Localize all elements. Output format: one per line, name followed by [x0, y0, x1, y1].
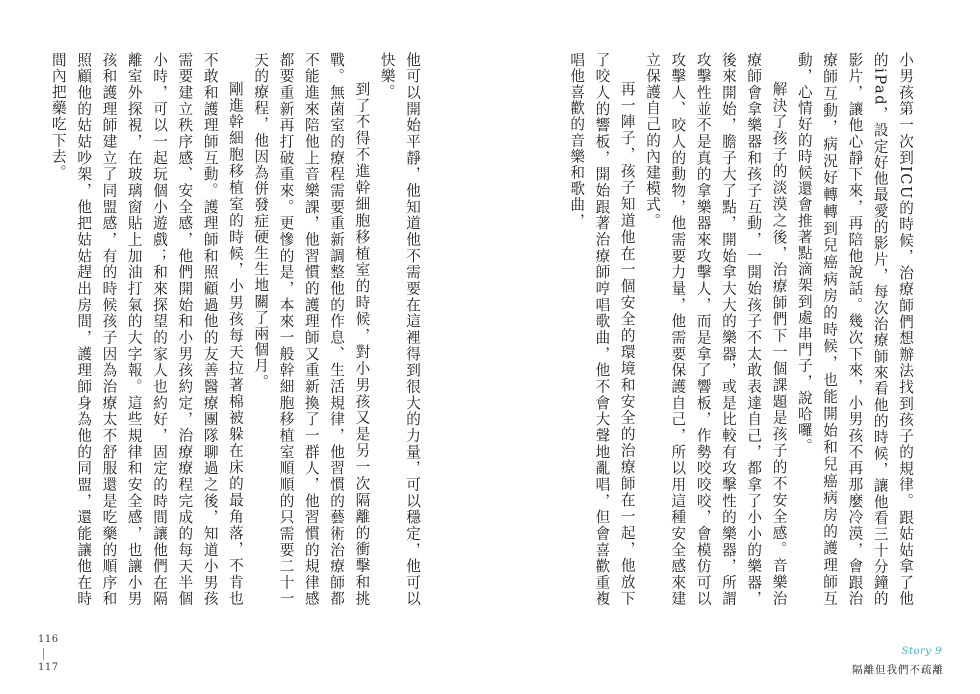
paragraph: 解決了孩子的淡漠之後，治療師們下一個課題是孩子的不安全感。音樂治療師會拿樂器和孩子互動，一開始孩子不太敢表達自己，都拿了小小的樂器，後來開始，膽子大了點，開始拿大大的樂器，或是比較有攻擊性的樂器，所謂攻擊性並不是真的拿樂器來攻擊人，而是拿了響板，作勢咬咬咬，會模仿可以攻擊人、咬人的動物，他需要力量，他需要保護自己，所以用這種安全感來建立保護自己的內建模式。 [644, 52, 788, 607]
right-page-body [432, 52, 918, 607]
paragraph: 他可以開始平靜，他知道他不需要在這裡得到很大的力量，可以穩定，他可以快樂。 [378, 52, 421, 607]
page-number-divider [43, 648, 44, 660]
paragraph: 再一陣子，孩子知道他在一個安全的環境和安全的治療師在一起，他放下了咬人的響板，開始跟著治療師哼唱歌曲，他不會大聲地亂唱，但會喜歡重複唱他喜歡的音樂和歌曲， [568, 52, 636, 607]
paragraph: 剛進幹細胞移植室的時候，小男孩每天拉著棉被躲在床的最角落，不肯也不敢和護理師互動。護理師和照顧過他的友善醫療團隊聊過之後，知道小男孩需要建立秩序感、安全感，他們開始和小男孩約定，治療療程完成的每天半個小時，可以一起玩個小遊戲；和來探望的家人也約好，固定的時間讓他們在隔離室外探視，在玻璃窗貼上加油打氣的大字報。這些規律和安全感，也讓小男孩和護理師建立了同盟感，有的時候孩子因為治療太不舒服還是吃藥的順序和照顧他的姑姑吵架，他把姑姑趕出房間，護理師身為他的同盟，還能讓他在時間內把藥吃下去。 [49, 52, 244, 607]
paragraph: 到了不得不進幹細胞移植室的時候，對小男孩又是另一次隔離的衝擊和挑戰。無菌室的療程需要重新調整他的作息、生活規律，他習慣的藝術治療師都不能進來陪他上音樂課，他習慣的護理師又重新換了一群人，他習慣的規律感都要重新再打破重來。更慘的是，本來一般幹細胞移植室順順的只需要二十一天的療程，他因為併發症硬生生地關了兩個月。 [252, 52, 371, 607]
page-number-right: 117 [38, 662, 59, 673]
chapter-title: 隔離但我們不疏離 [852, 664, 944, 676]
left-page-body [49, 52, 425, 607]
story-tag: Story 9 [901, 646, 942, 657]
page-number-left: 116 [38, 634, 59, 645]
paragraph: 小男孩第一次到ICU的時候，治療師們想辦法找到孩子的規律。跟姑姑拿了他的iPad，設定好他最愛的影片，每次治療師來看他的時候，讓他看三十分鐘的影片，讓他心靜下來，再陪他說話。幾次下來，小男孩不再那麼冷漠，會跟治療師互動，病況好轉轉到兒癌病房的時候，也能開始和兒癌病房的護理師互動，心情好的時候還會推著點滴架到處串門子，說哈囉。 [795, 52, 914, 607]
